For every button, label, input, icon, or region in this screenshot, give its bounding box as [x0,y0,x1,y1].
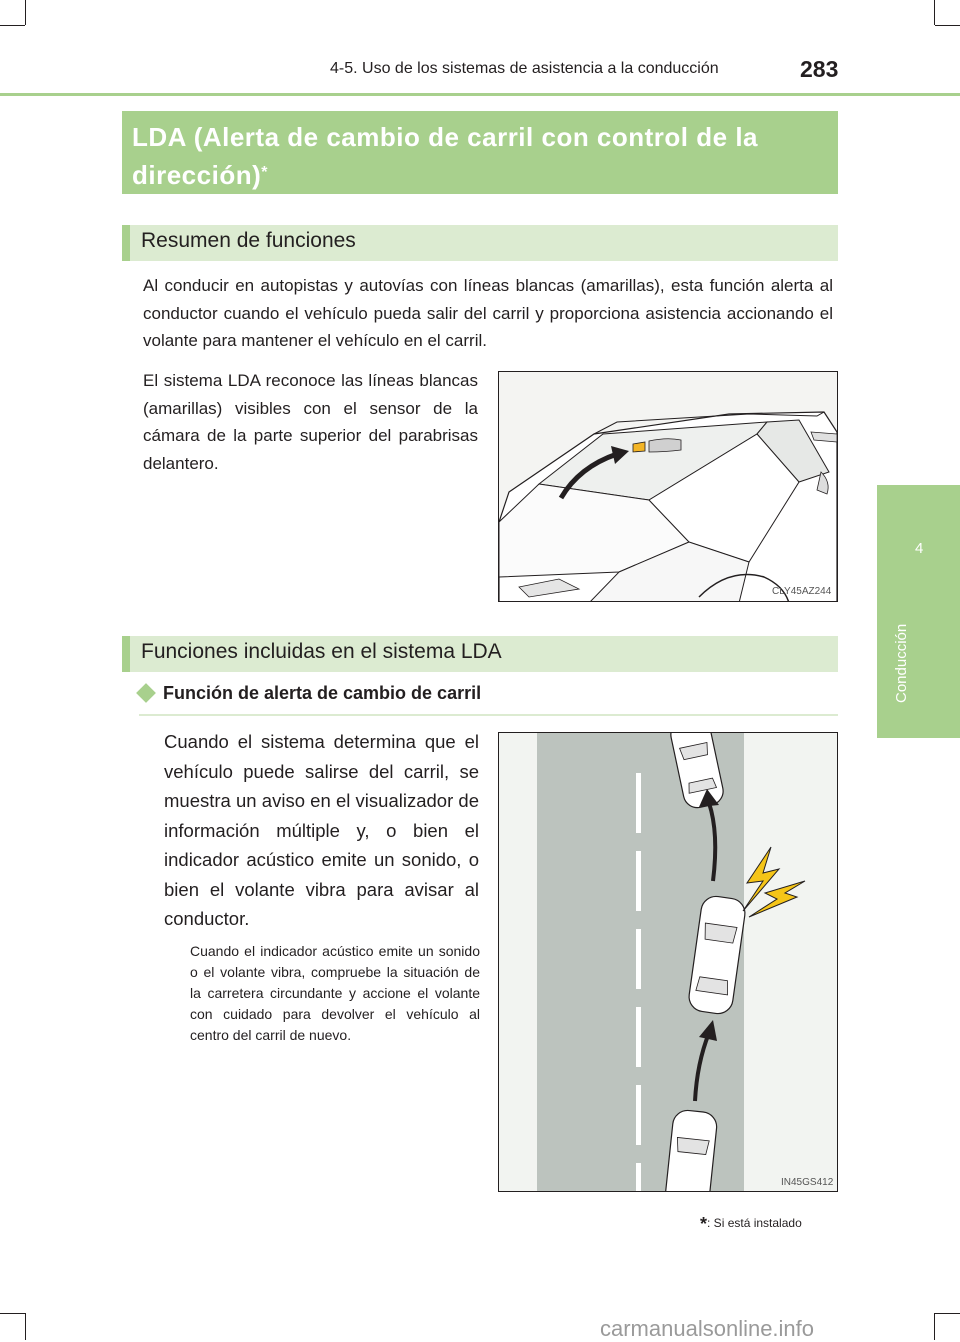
chapter-tab [877,485,960,738]
section-heading-label: Resumen de funciones [141,229,356,252]
section-heading-resumen [122,225,838,261]
crop-mark [934,1313,935,1340]
lane-departure-drawing [499,733,838,1192]
subsection-title: Función de alerta de cambio de carril [163,683,482,703]
figure-code: IN45GS412 [781,1177,834,1188]
footnote [700,1214,802,1235]
main-title [132,118,828,194]
camera-illustration [498,371,838,602]
header-rule [0,93,960,96]
chapter-number: 4 [915,540,924,557]
figure-code: CLY45AZ244 [772,586,832,597]
section-heading-label: Funciones incluidas en el sistema LDA [141,640,502,663]
crop-mark [935,25,960,26]
main-title-box [122,111,838,194]
crop-mark [25,1313,26,1340]
lane-departure-illustration [498,732,838,1192]
alert-paragraph: Cuando el sistema determina que el vehículo puede salirse del carril, se muestra un aviso en el visualizador de información múltiple y, o bien el indicador acústico emite un sonido, o bien el volante vibra para avisar al conductor. [164,731,479,929]
crop-mark [934,0,935,25]
running-header: 4-5. Uso de los sistemas de asistencia a la conducción [330,60,719,77]
installed-marker: * [261,164,268,181]
crop-mark [935,1313,960,1314]
crop-mark [25,0,26,25]
crop-mark [0,25,25,26]
note-paragraph: Cuando el indicador acústico emite un sonido o el volante vibra, compruebe la situación de la carretera circundante y accione el volante con cuidado para devolver el vehículo al centro del carril de nuevo. [190,943,480,1043]
footnote-text: : Si está instalado [707,1216,802,1230]
footnote-marker: * [700,1214,708,1234]
section-bar [122,636,130,672]
camera-paragraph: El sistema LDA reconoce las líneas blancas (amarillas) visibles con el sensor de la cámara de la parte superior del parabrisas delantero. [143,371,478,473]
car-windshield-drawing [499,372,838,602]
main-title-text: LDA (Alerta de cambio de carril con control de la dirección) [132,122,759,190]
chapter-label-wrap [893,608,911,703]
section-heading-funciones [122,636,838,672]
watermark: carmanualsonline.info [600,1316,815,1341]
chapter-label: Conducción [893,623,910,703]
subsection-rule [139,714,838,716]
diamond-bullet-icon [136,683,156,703]
page-number: 283 [800,56,839,82]
section-bar [122,225,130,261]
intro-paragraph: Al conducir en autopistas y autovías con líneas blancas (amarillas), esta función alerta al conductor cuando el vehículo pueda salir del carril y proporciona asistencia accionando el volante para mantener el vehículo en el carril. [143,276,833,350]
crop-mark [0,1313,25,1314]
